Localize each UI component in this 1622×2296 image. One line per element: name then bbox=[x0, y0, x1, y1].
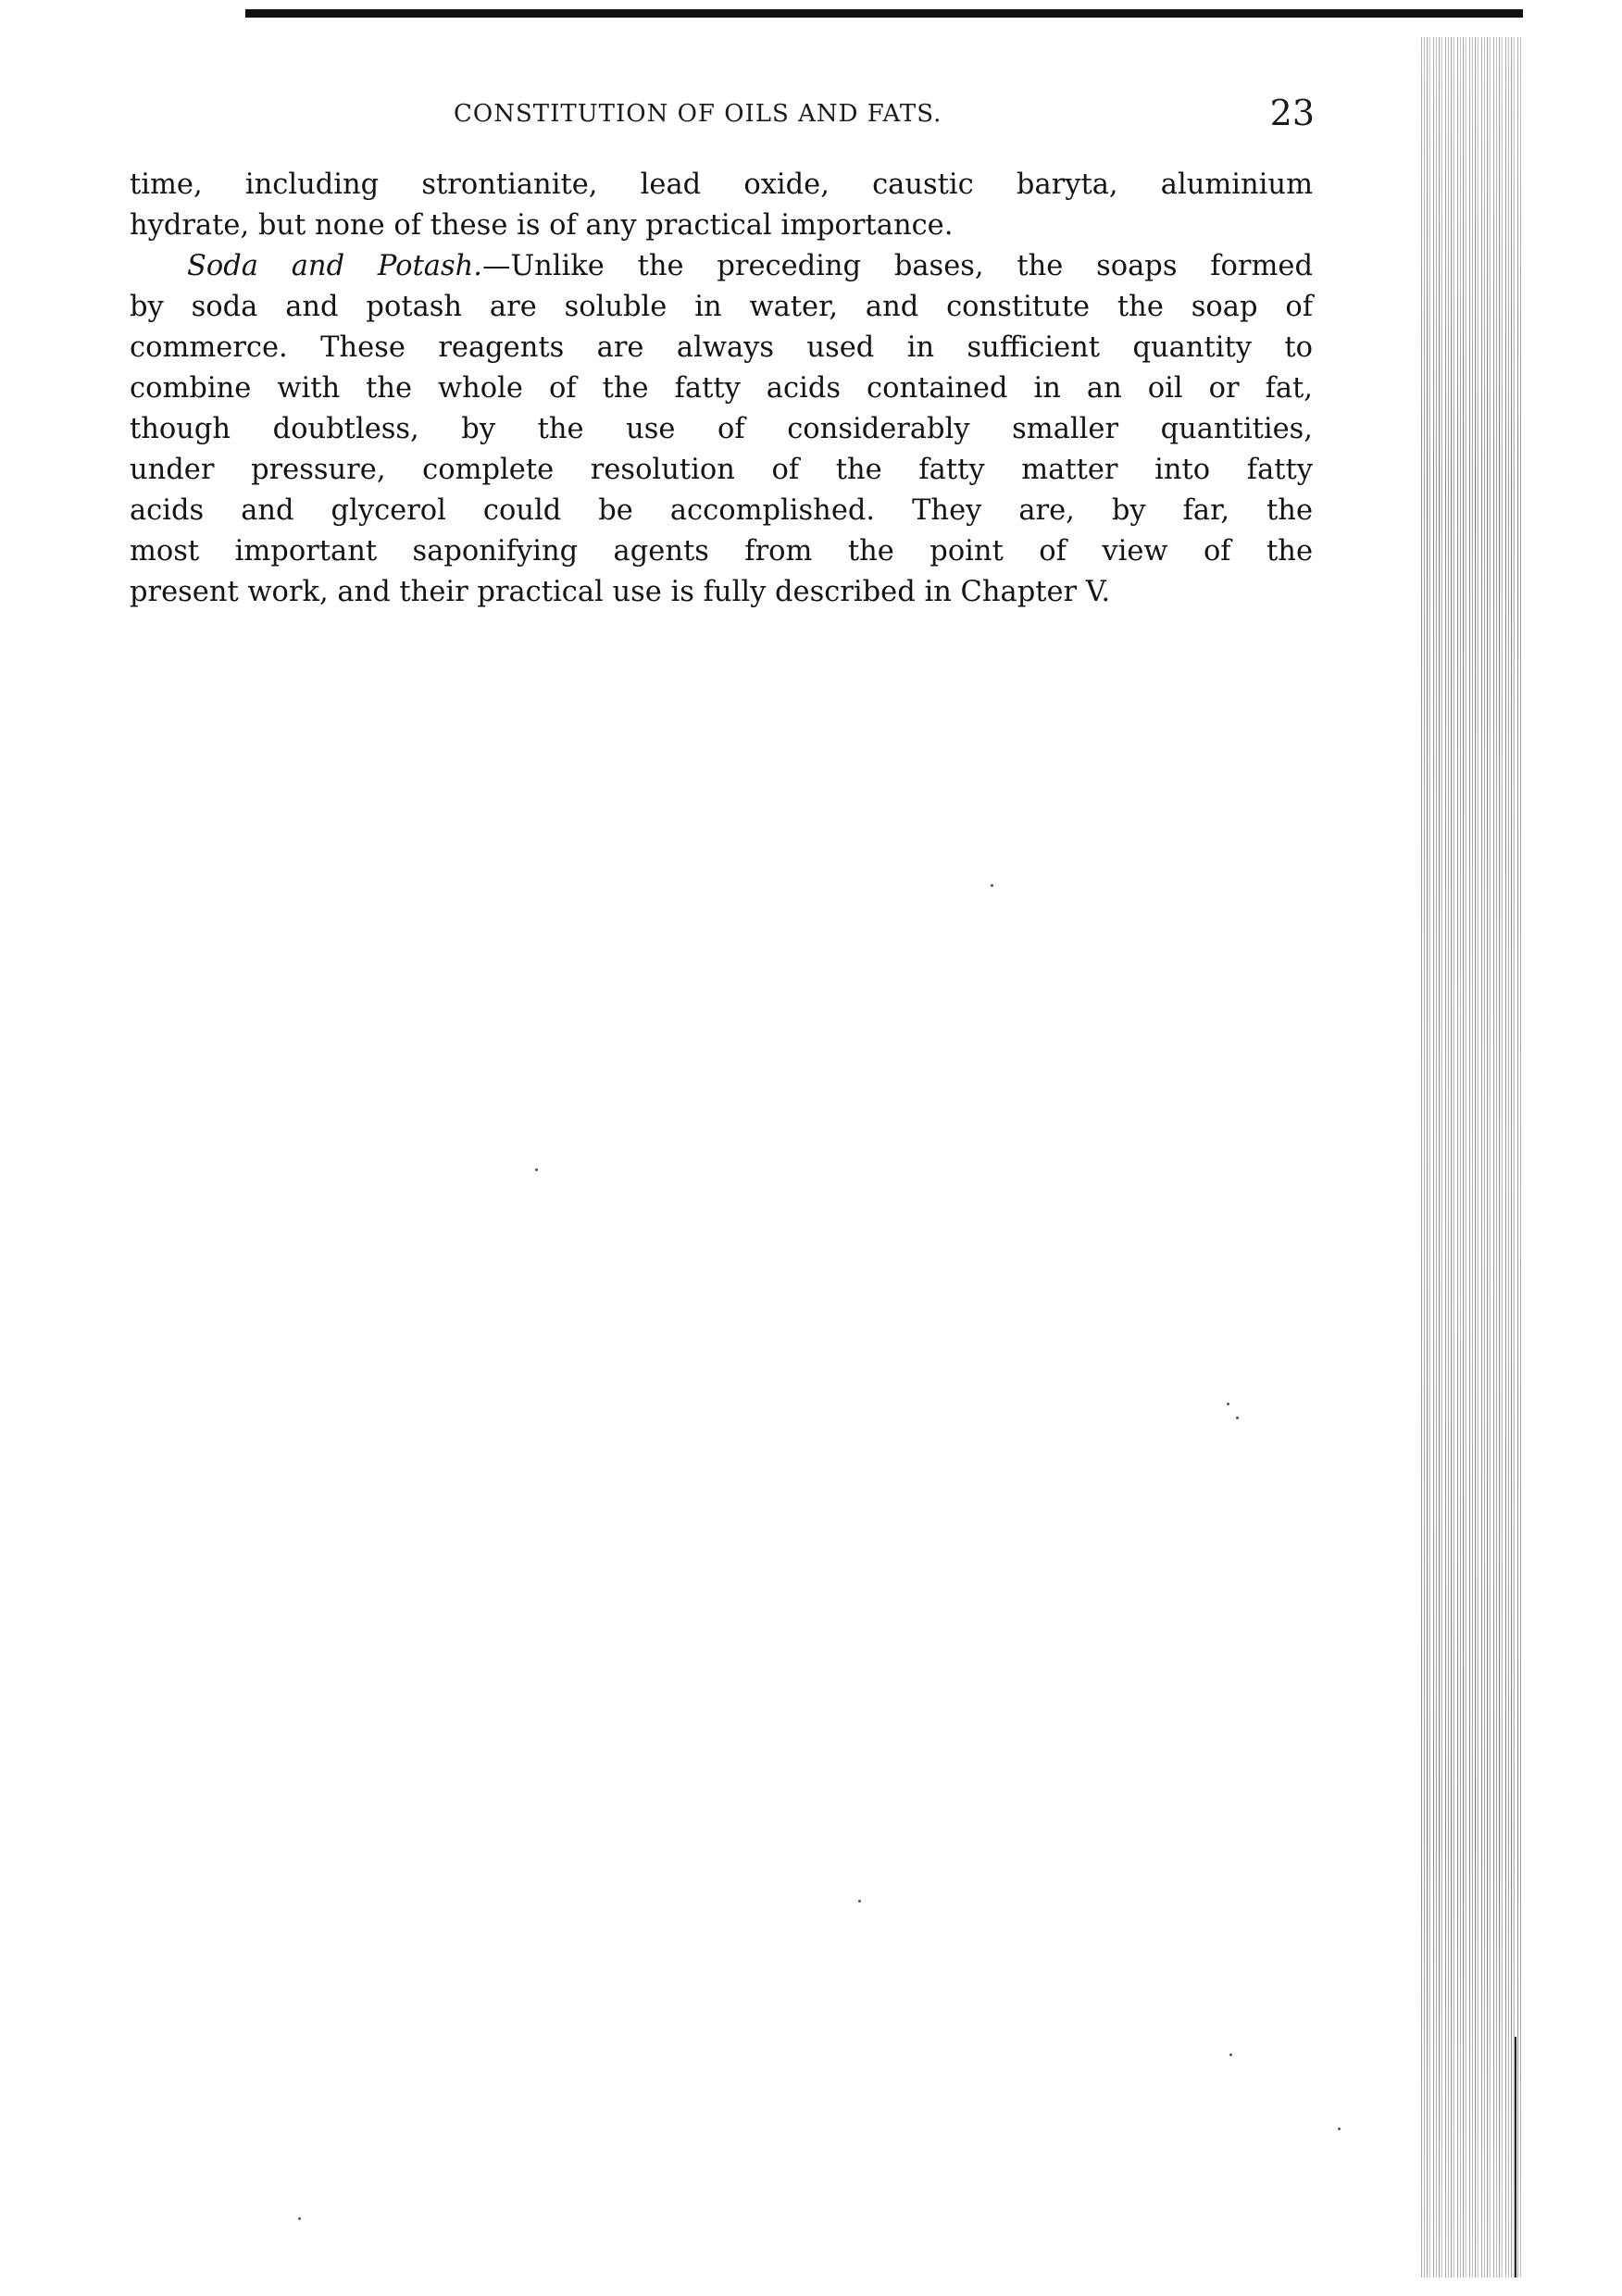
page-number: 23 bbox=[1269, 93, 1315, 133]
paper-speck bbox=[1236, 1416, 1239, 1419]
paper-speck bbox=[1338, 2128, 1341, 2130]
text-line: most important saponifying agents from the point of view of the bbox=[130, 535, 1313, 568]
paper-speck bbox=[298, 2217, 301, 2220]
text-line: by soda and potash are soluble in water, and constitute the soap of bbox=[130, 291, 1313, 323]
body-text bbox=[130, 165, 1313, 613]
text-line: though doubtless, by the use of considerably smaller quantities, bbox=[130, 413, 1313, 445]
text-line: commerce. These reagents are always used in sufficient quantity to bbox=[130, 331, 1313, 364]
text-line: under pressure, complete resolution of the fatty matter into fatty bbox=[130, 454, 1313, 486]
paper-speck bbox=[858, 1900, 861, 1903]
subsection-first-line bbox=[130, 246, 1313, 287]
subsection-title: Soda and Potash. bbox=[187, 250, 482, 282]
paper-speck bbox=[1229, 2053, 1232, 2056]
text-line: combine with the whole of the fatty acids contained in an oil or fat, bbox=[130, 372, 1313, 405]
text-line: acids and glycerol could be accomplished. They are, by far, the bbox=[130, 494, 1313, 527]
subsection-first-line-rest: —Unlike the preceding bases, the soaps formed bbox=[481, 250, 1313, 282]
running-header bbox=[130, 93, 1315, 137]
binding-edge-shadow bbox=[1421, 37, 1523, 2277]
top-edge-rule bbox=[245, 9, 1523, 18]
binding-edge-line bbox=[1515, 2037, 1516, 2277]
running-title: CONSTITUTION OF OILS AND FATS. bbox=[454, 100, 942, 128]
paper-speck bbox=[991, 884, 993, 887]
text-line: hydrate, but none of these is of any practical importance. bbox=[130, 209, 954, 242]
text-line: present work, and their practical use is fully described in Chapter V. bbox=[130, 576, 1111, 608]
paper-speck bbox=[1227, 1403, 1229, 1405]
text-line: time, including strontianite, lead oxide, caustic baryta, aluminium bbox=[130, 168, 1313, 201]
paper-speck bbox=[535, 1168, 538, 1171]
